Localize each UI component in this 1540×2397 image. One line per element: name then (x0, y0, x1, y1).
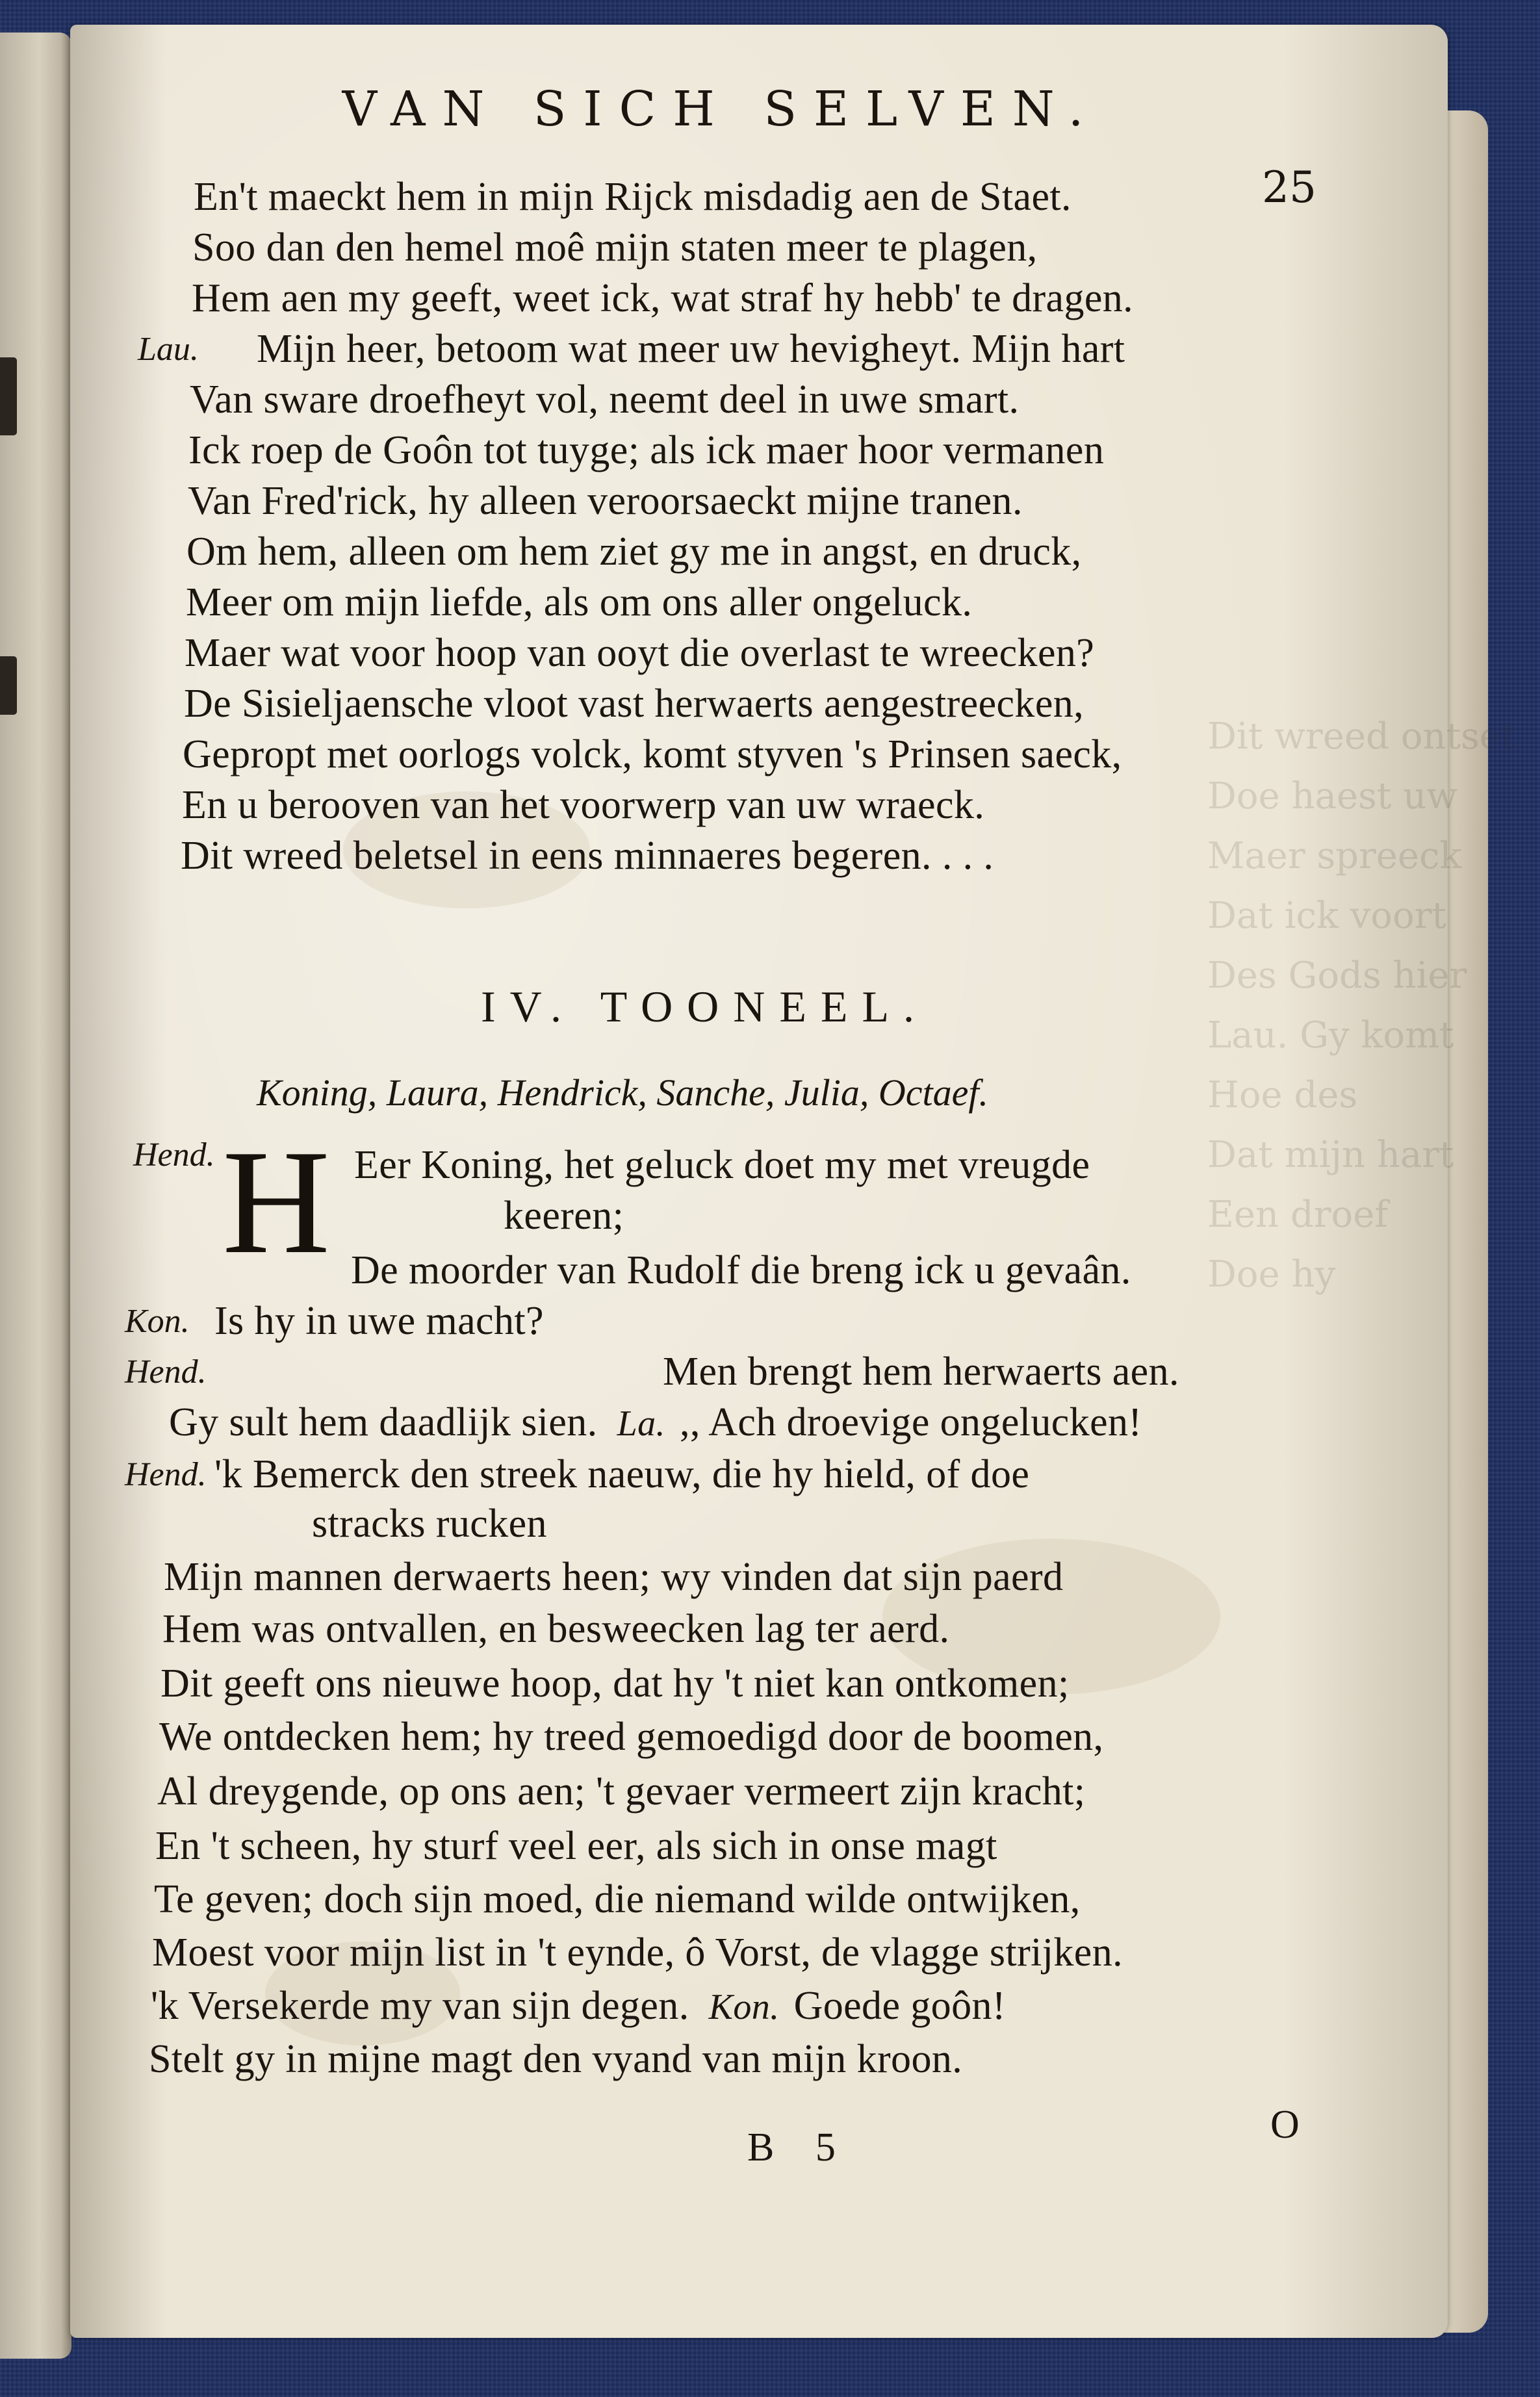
inline-speaker-label: Kon. (708, 1987, 780, 2027)
verse-line (155, 1823, 997, 1869)
verse-text: Al dreygende, op ons aen; 't gevaer vermeert zijn kracht; (157, 1769, 1086, 1814)
speaker-label: Hend. (125, 1456, 207, 1493)
verse-text: En 't scheen, hy sturf veel eer, als sich in onse magt (155, 1824, 997, 1868)
verse-line (192, 276, 1133, 321)
verse-text: Mijn heer, betoom wat meer uw hevigheyt. Mijn hart (257, 327, 1125, 371)
verse-text: We ontdecken hem; hy treed gemoedigd door de boomen, (159, 1715, 1104, 1759)
verse-text: Gepropt met oorlogs volck, komt styven 's Prinsen saeck, (183, 732, 1122, 776)
verse-text: 'k Versekerde my van sijn degen. (151, 1984, 689, 2028)
verse-text: En u berooven van het voorwerp van uw wraeck. (182, 783, 985, 827)
verse-line (194, 174, 1072, 220)
verse-text: Te geven; doch sijn moed, die niemand wilde ontwijken, (154, 1877, 1081, 1921)
verse-line (186, 580, 972, 625)
verse-line (182, 782, 984, 828)
verse-text: Hem aen my geeft, weet ick, wat straf hy hebb' te dragen. (192, 276, 1134, 320)
page-number: 25 (1262, 162, 1316, 212)
verse-text: Maer wat voor hoop van ooyt die overlast te wreecken? (185, 631, 1095, 675)
verse-text: Stelt gy in mijne magt den vyand van mijn kroon. (149, 2037, 963, 2081)
verse-line (186, 529, 1082, 574)
verse-text: stracks rucken (312, 1502, 547, 1546)
verse-text: Dit geeft ons nieuwe hoop, dat hy 't niet kan ontkomen; (160, 1661, 1070, 1706)
catchword: O (1270, 2103, 1300, 2147)
speaker-label: Hend. (133, 1136, 215, 1173)
verse-text: Om hem, alleen om hem ziet gy me in angst, en druck, (186, 530, 1082, 574)
verse-line (157, 1769, 1085, 1814)
speaker-label: Kon. (125, 1303, 190, 1340)
cast-list: Koning, Laura, Hendrick, Sanche, Julia, Octaef. (257, 1071, 988, 1114)
inline-speech: Goede goôn! (793, 1984, 1006, 2028)
verse-line (162, 1606, 949, 1652)
verse-line (351, 1248, 1131, 1293)
verse-text: Hem was ontvallen, en besweecken lag ter aerd. (162, 1607, 950, 1651)
verse-text: De Sisieljaensche vloot vast herwaerts aengestreecken, (184, 682, 1084, 726)
verse-text: 'k Bemerck den streek naeuw, die hy hield, of doe (214, 1452, 1030, 1496)
verse-line (181, 833, 994, 878)
verse-line (159, 1714, 1103, 1760)
verse-line (184, 681, 1084, 726)
verse-line (312, 1501, 547, 1546)
verse-text: Van sware droefheyt vol, neemt deel in uwe smart. (190, 378, 1020, 422)
scene-title: IV. TOONEEL. (481, 982, 929, 1031)
verse-line (151, 1983, 1006, 2030)
verse-text: Meer om mijn liefde, als om ons aller ongeluck. (186, 580, 973, 624)
verse-text: Dit wreed beletsel in eens minnaeres begeren. . . . (181, 834, 994, 878)
verse-line (152, 1930, 1123, 1975)
verse-text: En't maeckt hem in mijn Rijck misdadig aen de Staet. (194, 175, 1072, 219)
verse-line (164, 1554, 1063, 1600)
opening-line-turnover: keeren; (504, 1194, 624, 1238)
verse-text: Men brengt hem herwaerts aen. (663, 1350, 1179, 1394)
verse-text: Mijn mannen derwaerts heen; wy vinden dat sijn paerd (164, 1555, 1064, 1599)
speaker-label: Lau. (138, 331, 199, 368)
verse-line (257, 326, 1125, 372)
verse-text: Van Fred'rick, hy alleen veroorsaeckt mijne tranen. (188, 479, 1023, 523)
signature-mark: B 5 (747, 2125, 851, 2170)
drop-cap: H (222, 1119, 331, 1285)
verse-line (190, 377, 1019, 422)
running-head: VAN SICH SELVEN. (342, 81, 1101, 137)
verse-line (188, 428, 1104, 473)
verse-text: Gy sult hem daadlijk sien. (169, 1400, 598, 1444)
left-page-edge (0, 32, 71, 2359)
verse-text: Soo dan den hemel moê mijn staten meer te plagen, (192, 225, 1038, 270)
verse-line (188, 478, 1023, 524)
verse-line (663, 1349, 1179, 1394)
show-through-text: Dit wreed ontset Doe haest uw Maer spreeck Dat ick voort Des Gods hier Lau. Gy komt Hoe des Dat mijn hart Een droef Doe hy (1207, 715, 1516, 1296)
verse-line (214, 1452, 1029, 1497)
verse-line (214, 1298, 544, 1344)
verse-line (183, 732, 1122, 777)
verse-text: Moest voor mijn list in 't eynde, ô Vorst, de vlagge strijken. (152, 1930, 1123, 1975)
verse-line (154, 1877, 1081, 1922)
verse-line (160, 1661, 1070, 1706)
speaker-label: Hend. (125, 1353, 207, 1391)
verse-line (149, 2036, 962, 2082)
inline-speech: ,, Ach droevige ongelucken! (679, 1400, 1142, 1444)
bleed-through-mark (0, 357, 17, 435)
opening-line: Eer Koning, het geluck doet my met vreugde (354, 1143, 1090, 1187)
verse-text: Ick roep de Goôn tot tuyge; als ick maer hoor vermanen (188, 428, 1105, 472)
bleed-through-mark (0, 656, 17, 715)
verse-line (169, 1400, 1142, 1446)
verse-text: Is hy in uwe macht? (214, 1299, 544, 1343)
inline-speaker-label: La. (617, 1404, 665, 1444)
verse-line (192, 225, 1038, 270)
verse-line (185, 630, 1094, 676)
verse-text: De moorder van Rudolf die breng ick u gevaân. (351, 1248, 1131, 1292)
